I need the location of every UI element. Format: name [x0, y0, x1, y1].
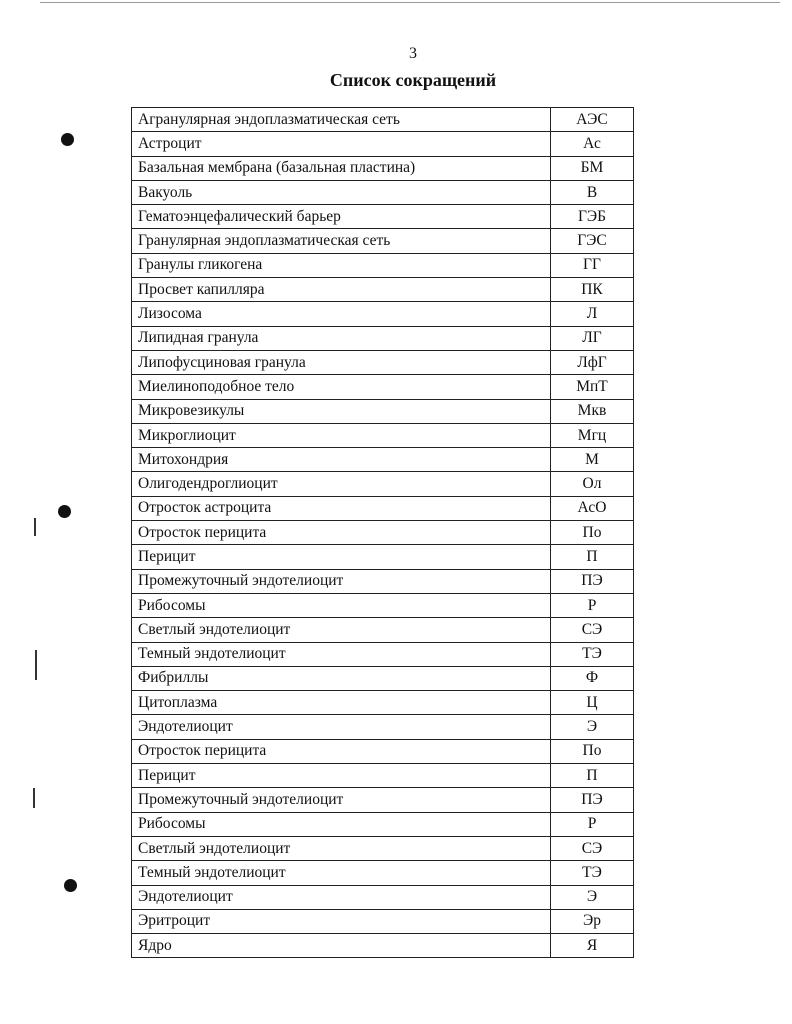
abbreviation-term: Отросток перицита	[132, 521, 551, 545]
table-row	[132, 448, 634, 472]
abbreviation-term: Темный эндотелиоцит	[132, 642, 551, 666]
abbreviation-code: ТЭ	[551, 642, 634, 666]
table-row	[132, 861, 634, 885]
abbreviation-code: Ф	[551, 666, 634, 690]
abbreviation-code: АЭС	[551, 108, 634, 132]
table-row	[132, 472, 634, 496]
table-row	[132, 180, 634, 204]
binder-hole-mark	[64, 879, 77, 892]
abbreviation-code: Ц	[551, 691, 634, 715]
abbreviation-code: ЛГ	[551, 326, 634, 350]
abbreviation-term: Эндотелиоцит	[132, 715, 551, 739]
abbreviation-code: БМ	[551, 156, 634, 180]
table-row	[132, 836, 634, 860]
abbreviation-code: ПЭ	[551, 569, 634, 593]
table-row	[132, 253, 634, 277]
abbreviation-term: Рибосомы	[132, 593, 551, 617]
abbreviation-code: ТЭ	[551, 861, 634, 885]
abbreviation-term: Светлый эндотелиоцит	[132, 618, 551, 642]
abbreviation-term: Липофусциновая гранула	[132, 350, 551, 374]
abbreviation-term: Промежуточный эндотелиоцит	[132, 788, 551, 812]
abbreviation-term: Ядро	[132, 934, 551, 958]
binder-hole-mark	[58, 505, 71, 518]
table-row	[132, 350, 634, 374]
abbreviation-term: Митохондрия	[132, 448, 551, 472]
abbreviation-code: СЭ	[551, 618, 634, 642]
abbreviation-code: Э	[551, 715, 634, 739]
table-row	[132, 132, 634, 156]
abbreviation-code: Ол	[551, 472, 634, 496]
abbreviation-code: Мкв	[551, 399, 634, 423]
abbreviation-code: По	[551, 739, 634, 763]
abbreviation-term: Рибосомы	[132, 812, 551, 836]
table-row	[132, 156, 634, 180]
table-row	[132, 375, 634, 399]
abbreviation-code: Эр	[551, 909, 634, 933]
abbreviation-term: Светлый эндотелиоцит	[132, 836, 551, 860]
abbreviation-term: Агранулярная эндоплазматическая сеть	[132, 108, 551, 132]
abbreviation-term: Гематоэнцефалический барьер	[132, 205, 551, 229]
table-row	[132, 569, 634, 593]
abbreviation-term: Отросток перицита	[132, 739, 551, 763]
table-row	[132, 788, 634, 812]
abbreviation-code: М	[551, 448, 634, 472]
margin-scan-mark	[34, 518, 36, 536]
abbreviation-term: Гранулы гликогена	[132, 253, 551, 277]
margin-scan-mark	[33, 788, 35, 808]
abbreviation-code: Л	[551, 302, 634, 326]
abbreviation-code: Ас	[551, 132, 634, 156]
abbreviation-code: Мгц	[551, 423, 634, 447]
table-row	[132, 642, 634, 666]
table-row	[132, 278, 634, 302]
table-row	[132, 885, 634, 909]
abbreviations-table	[131, 107, 634, 958]
scan-top-edge	[40, 2, 780, 3]
abbreviation-term: Эндотелиоцит	[132, 885, 551, 909]
abbreviation-code: В	[551, 180, 634, 204]
abbreviation-term: Миелиноподобное тело	[132, 375, 551, 399]
table-row	[132, 521, 634, 545]
abbreviation-term: Просвет капилляра	[132, 278, 551, 302]
abbreviation-code: ПЭ	[551, 788, 634, 812]
abbreviation-code: ГГ	[551, 253, 634, 277]
abbreviation-term: Отросток астроцита	[132, 496, 551, 520]
abbreviation-code: Р	[551, 593, 634, 617]
page-title: Список сокращений	[329, 70, 497, 90]
table-row	[132, 691, 634, 715]
table-row	[132, 593, 634, 617]
table-row	[132, 739, 634, 763]
abbreviation-term: Промежуточный эндотелиоцит	[132, 569, 551, 593]
abbreviation-term: Липидная гранула	[132, 326, 551, 350]
table-row	[132, 399, 634, 423]
abbreviation-term: Олигодендроглиоцит	[132, 472, 551, 496]
abbreviation-term: Перицит	[132, 764, 551, 788]
abbreviation-code: ПК	[551, 278, 634, 302]
abbreviation-code: СЭ	[551, 836, 634, 860]
abbreviation-term: Астроцит	[132, 132, 551, 156]
abbreviation-code: Э	[551, 885, 634, 909]
abbreviation-code: ГЭС	[551, 229, 634, 253]
abbreviation-code: П	[551, 545, 634, 569]
abbreviation-code: По	[551, 521, 634, 545]
abbreviation-term: Гранулярная эндоплазматическая сеть	[132, 229, 551, 253]
table-row	[132, 423, 634, 447]
table-row	[132, 496, 634, 520]
table-row	[132, 909, 634, 933]
table-row	[132, 229, 634, 253]
abbreviation-term: Микровезикулы	[132, 399, 551, 423]
abbreviation-code: МпТ	[551, 375, 634, 399]
abbreviation-term: Вакуоль	[132, 180, 551, 204]
table-row	[132, 618, 634, 642]
abbreviation-term: Цитоплазма	[132, 691, 551, 715]
table-row	[132, 666, 634, 690]
abbreviation-term: Темный эндотелиоцит	[132, 861, 551, 885]
abbreviation-code: АсО	[551, 496, 634, 520]
abbreviation-term: Перицит	[132, 545, 551, 569]
table-row	[132, 108, 634, 132]
abbreviation-code: ГЭБ	[551, 205, 634, 229]
table-row	[132, 302, 634, 326]
abbreviation-term: Микроглиоцит	[132, 423, 551, 447]
abbreviation-term: Эритроцит	[132, 909, 551, 933]
table-row	[132, 934, 634, 958]
abbreviations-table-body	[132, 108, 634, 958]
page-number: 3	[409, 45, 417, 62]
abbreviation-term: Базальная мембрана (базальная пластина)	[132, 156, 551, 180]
abbreviation-code: П	[551, 764, 634, 788]
table-row	[132, 545, 634, 569]
abbreviation-term: Лизосома	[132, 302, 551, 326]
abbreviation-code: ЛфГ	[551, 350, 634, 374]
table-row	[132, 326, 634, 350]
abbreviation-term: Фибриллы	[132, 666, 551, 690]
table-row	[132, 812, 634, 836]
abbreviation-code: Р	[551, 812, 634, 836]
abbreviation-code: Я	[551, 934, 634, 958]
table-row	[132, 715, 634, 739]
margin-scan-mark	[35, 650, 37, 680]
binder-hole-mark	[61, 133, 74, 146]
table-row	[132, 764, 634, 788]
table-row	[132, 205, 634, 229]
